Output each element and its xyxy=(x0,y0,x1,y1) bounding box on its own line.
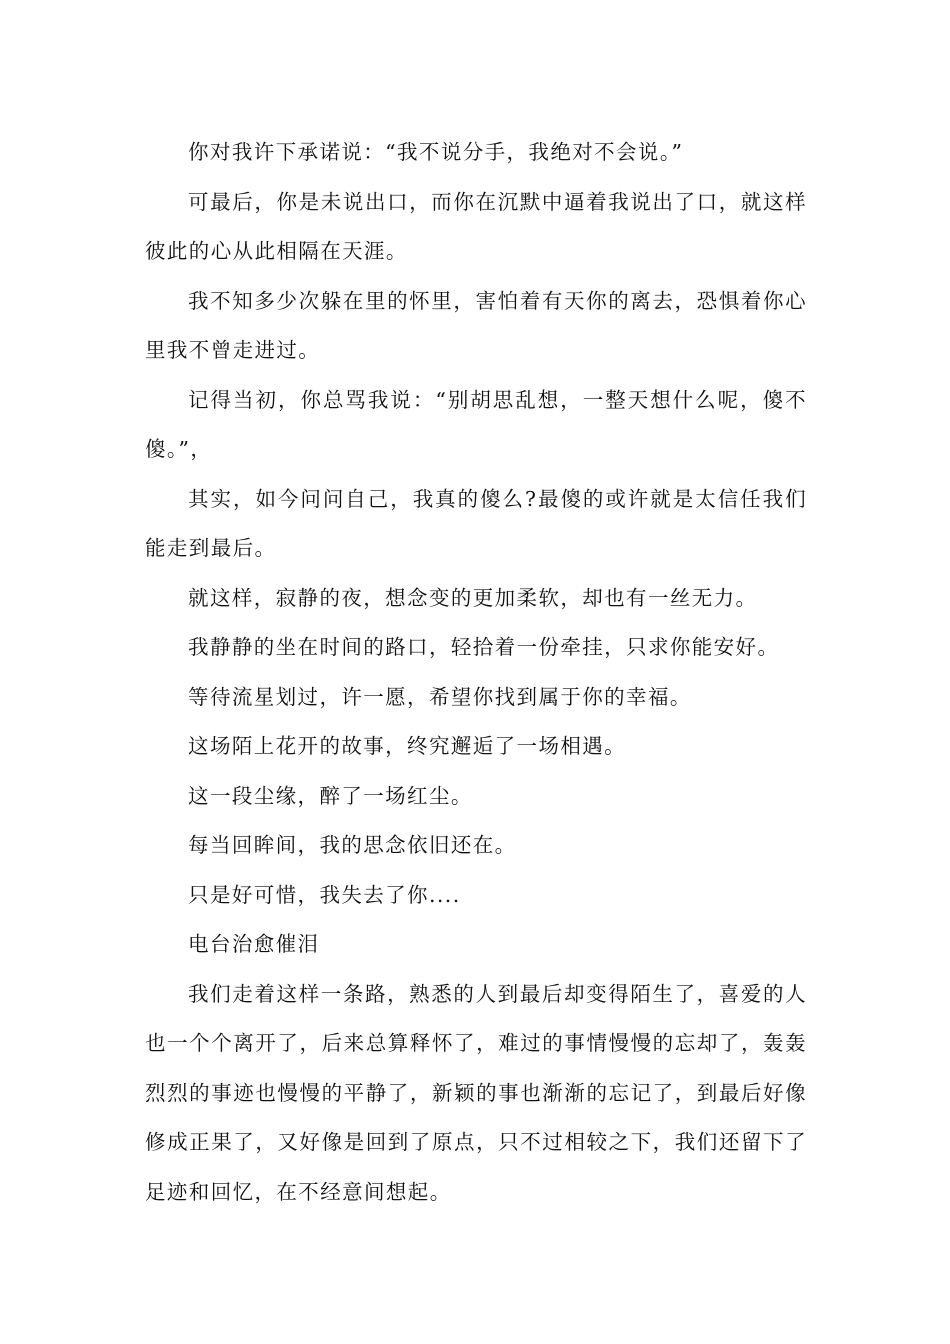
section-heading: 电台治愈催泪 xyxy=(188,932,320,956)
document-body xyxy=(145,128,807,1217)
paragraph: 其实，如今问问自己，我真的傻么?最傻的或许就是太信任我们能走到最后。 xyxy=(145,486,807,560)
paragraph: 这场陌上花开的故事，终究邂逅了一场相遇。 xyxy=(188,734,627,758)
paragraph: 就这样，寂静的夜，想念变的更加柔软，却也有一丝无力。 xyxy=(188,585,758,610)
paragraph: 记得当初，你总骂我说：“别胡思乱想，一整天想什么呢，傻不傻。”， xyxy=(145,387,807,461)
paragraph: 我们走着这样一条路，熟悉的人到最后却变得陌生了，喜爱的人也一个个离开了，后来总算释怀了，难过的事情慢慢的忘却了，轰轰烈烈的事迹也慢慢的平静了，新颖的事也渐渐的忘记了，到最后好像修成正果了，又好像是回到了原点，只不过相较之下，我们还留下了足迹和回忆，在不经意间想起。 xyxy=(145,981,807,1204)
paragraph: 可最后，你是未说出口，而你在沉默中逼着我说出了口，就这样彼此的心从此相隔在天涯。 xyxy=(145,189,807,263)
paragraph: 这一段尘缘，醉了一场红尘。 xyxy=(188,783,473,808)
paragraph: 我静静的坐在时间的路口，轻拾着一份牵挂，只求你能安好。 xyxy=(188,635,780,659)
paragraph: 等待流星划过，许一愿，希望你找到属于你的幸福。 xyxy=(188,684,692,709)
paragraph: 你对我许下承诺说：“我不说分手，我绝对不会说。” xyxy=(188,140,684,164)
paragraph: 每当回眸间，我的思念依旧还在。 xyxy=(188,833,517,857)
paragraph: 我不知多少次躲在里的怀里，害怕着有天你的离去，恐惧着你心里我不曾走进过。 xyxy=(145,288,807,362)
paragraph: 只是好可惜，我失去了你.... xyxy=(188,882,461,907)
